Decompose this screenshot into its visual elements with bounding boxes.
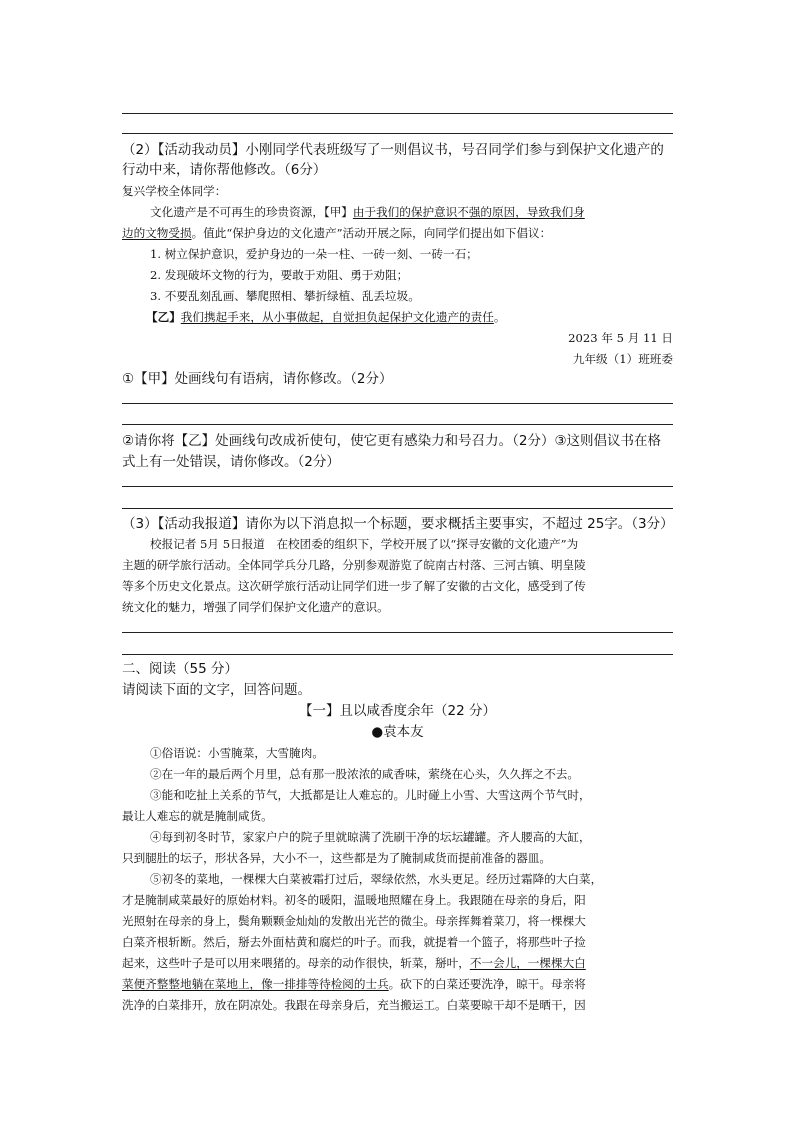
q3-heading: （3）【活动我报道】请你为以下消息拟一个标题，要求概括主要事实，不超过 25字。（3分）	[122, 516, 674, 532]
yi-underlined-sentence: 我们携起手来，从小事做起，自觉担负起保护文化遗产的责任	[180, 310, 494, 324]
underlined-sentence-cont: 菜便齐整整地躺在菜地上，像一排排等待检阅的士兵	[122, 977, 389, 991]
letter-signer: 九年级（1）班班委	[572, 352, 673, 366]
letter-text: 文化遗产是不可再生的珍贵资源，【甲】	[150, 205, 353, 219]
sub-question-2-3: ②请你将【乙】处画线句改成祈使句，使它更有感染力和号召力。（2分）③这则倡议书在格	[122, 433, 662, 449]
answer-line	[122, 632, 673, 633]
news-text: 统文化的魅力，增强了同学们保护文化遗产的意识。	[122, 600, 389, 614]
answer-line	[122, 508, 673, 509]
answer-line	[122, 654, 673, 655]
passage-paragraph-cont	[122, 953, 673, 973]
passage-author: ●袁本友	[371, 724, 424, 740]
passage-title: 【一】且以咸香度余年（22 分）	[299, 703, 496, 719]
news-text: 校报记者 5月 5日报道 在校团委的组织下，学校开展了以“探寻安徽的文化遗产”为	[150, 537, 579, 551]
letter-paragraph-cont	[122, 223, 673, 243]
passage-paragraph: ④每到初冬时节，家家户户的院子里就晾满了洗刷干净的坛坛罐罐。齐人腰高的大缸，	[150, 830, 591, 844]
yi-end: 。	[493, 310, 506, 324]
passage-paragraph: ⑤初冬的菜地，一棵棵大白菜被霜打过后，翠绿依然，水头更足。经历过霜降的大白菜，	[150, 872, 603, 886]
news-text: 等多个历史文化景点。这次研学旅行活动让同学们进一步了解了安徽的古文化，感受到了传	[122, 579, 586, 593]
proposal-item: 2. 发现破坏文物的行为，要敢于劝阻、勇于劝阻；	[150, 268, 409, 282]
q2-heading-cont: 行动中来，请你帮他修改。（6分）	[122, 162, 327, 178]
yi-label: 【乙】	[146, 310, 181, 324]
jia-underlined-sentence: 由于我们的保护意识不强的原因，导致我们身	[352, 205, 585, 219]
answer-line	[122, 113, 673, 114]
sub-question-2-3-cont: 式上有一处错误，请你修改。（2分）	[122, 454, 340, 470]
passage-paragraph: ①俗语说：小雪腌菜，大雪腌肉。	[150, 746, 324, 760]
answer-line	[122, 486, 673, 487]
underlined-sentence: 不一会儿，一棵棵大白	[469, 956, 586, 970]
proposal-item: 3. 不要乱刻乱画、攀爬照相、攀折绿植、乱丢垃圾。	[150, 289, 420, 303]
letter-date: 2023 年 5 月 11 日	[568, 331, 673, 345]
answer-line	[122, 424, 673, 425]
passage-paragraph-cont: 光照射在母亲的身上，鬓角颗颗金灿灿的发散出光芒的微尘。母亲挥舞着菜刀，将一棵棵大	[122, 914, 586, 928]
sub-question-1: ①【甲】处画线句有语病，请你修改。（2分）	[122, 371, 393, 387]
answer-line	[122, 403, 673, 404]
letter-text: 。值此“保护身边的文化遗产”活动开展之际，向同学们提出如下倡议：	[191, 226, 552, 240]
passage-paragraph-cont: 白菜齐根斩断。然后，掰去外面枯黄和腐烂的叶子。而我，就提着一个篮子，将那些叶子捡	[122, 935, 586, 949]
passage-paragraph-cont	[122, 974, 673, 994]
passage-paragraph: ②在一年的最后两个月里，总有那一股浓浓的咸香味，萦绕在心头，久久挥之不去。	[150, 767, 579, 781]
passage-paragraph-cont: 最让人难忘的就是腌制咸货。	[122, 809, 273, 823]
news-text: 主题的研学旅行活动。全体同学兵分几路，分别参观游览了皖南古村落、三河古镇、明皇陵	[122, 558, 586, 572]
q2-heading: （2）【活动我动员】小刚同学代表班级写了一则倡议书，号召同学们参与到保护文化遗产的	[122, 142, 664, 158]
yi-sentence	[146, 307, 673, 327]
answer-line	[122, 133, 673, 134]
passage-paragraph-cont: 才是腌制咸菜最好的原始材料。初冬的暖阳，温暖地照耀在身上。我跟随在母亲的身后，阳	[122, 893, 586, 907]
section-heading: 二、阅读（55 分）	[122, 661, 238, 677]
passage-text: 。砍下的白菜还要洗净，晾干。母亲将	[388, 977, 586, 991]
passage-paragraph-cont: 只到腿肚的坛子，形状各异，大小不一，这些都是为了腌制咸货而提前准备的器皿。	[122, 851, 551, 865]
jia-underlined-sentence-cont: 边的文物受损	[122, 226, 192, 240]
proposal-item: 1. 树立保护意识，爱护身边的一朵一柱、一砖一刻、一砖一石；	[150, 247, 478, 261]
letter-paragraph	[150, 202, 673, 222]
letter-greeting: 复兴学校全体同学：	[122, 184, 227, 198]
reading-instruction: 请阅读下面的文字，回答问题。	[122, 682, 311, 698]
passage-text: 起来，这些叶子是可以用来喂猪的。母亲的动作很快，斩菜，掰叶，	[122, 956, 470, 970]
passage-paragraph: ③能和吃扯上关系的节气，大抵都是让人难忘的。儿时碰上小雪、大雪这两个节气时，	[150, 788, 591, 802]
passage-paragraph-cont: 洗净的白菜排开，放在阴凉处。我跟在母亲身后，充当搬运工。白菜要晾干却不是晒干，因	[122, 998, 586, 1012]
